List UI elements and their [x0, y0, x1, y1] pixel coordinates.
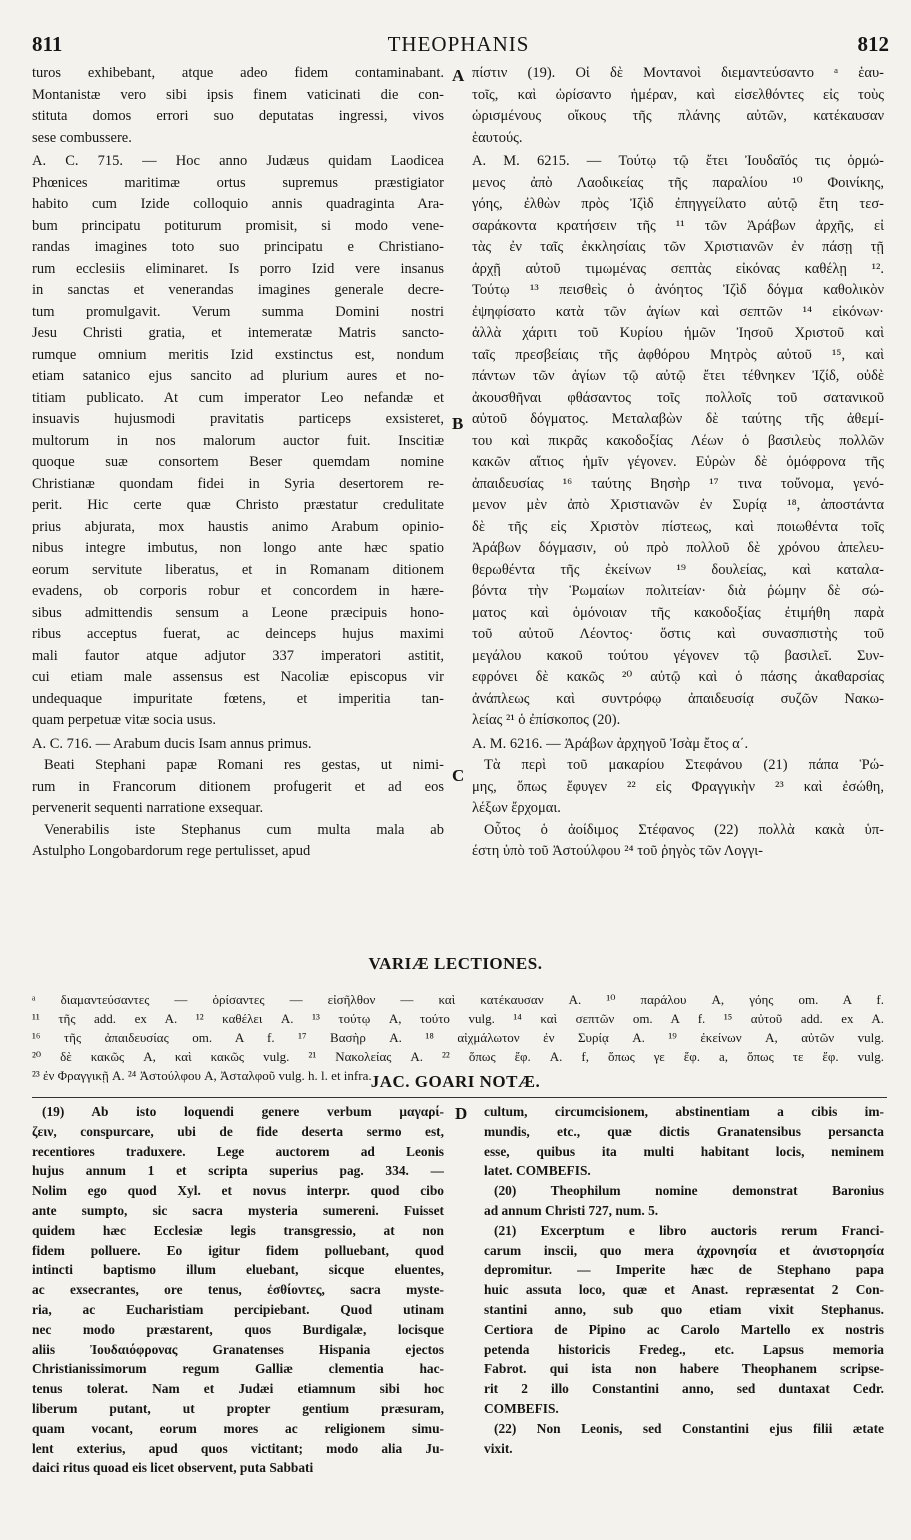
variant-reading-line: ¹⁶ τῆς ἀπαιδευσίας om. A f. ¹⁷ Βασὴρ A. ¹⁸ αἰχμάλωτον ἐν Συρίᾳ A. ¹⁹ ἐκείνων A, αὐτῶν vulg. [32, 1030, 884, 1045]
latin-text-line: eorum servitute liberatus, et in Romanam ditionem [32, 561, 444, 578]
latin-text-line: undequaque impuritate fœtens, et imperitia tan- [32, 690, 444, 707]
note-text-line: mundis, etc., quæ dictis Granatensibus persancta [484, 1123, 884, 1139]
note-text-line: huic assuta loco, quæ et Anast. repræsentat 2 Con- [484, 1282, 884, 1298]
greek-text-line: A. M. 6215. — Τούτῳ τῷ ἔτει Ἰουδαῖός τις ὁρμώ- [472, 153, 884, 169]
latin-text-line: titiam publicato. At cum imperator Leo nefandæ et [32, 389, 444, 406]
greek-text-line: έστη ὑπὸ τοῦ Ἀστούλφου ²⁴ τοῦ ῥηγὸς τῶν Λογγι- [472, 843, 764, 859]
note-text-line: intincti baptismo illum eluebant, sicque eluentes, [32, 1262, 444, 1278]
latin-text-line: Venerabilis iste Stephanus cum multa mala ab [44, 821, 444, 838]
greek-text-line: βόντα τὴν Ῥωμαίων πολιτείαν· διὰ ῥώμην δὲ σώ- [472, 583, 884, 599]
greek-text-line: πίστιν (19). Οἱ δὲ Μοντανοὶ διεμαντεύσαντο ᵃ ἑαυ- [472, 65, 884, 81]
note-text-line: quidem hæc Ecclesiæ legis transgressio, at non [32, 1222, 444, 1238]
note-text-line: rit 2 illo Constantini anno, sed duntaxat Cedr. [484, 1381, 884, 1397]
latin-text-line: quam perpetuæ vitæ socia usus. [32, 712, 217, 728]
latin-text-line: rumque omnium meritis Izid exstinctus est, nondum [32, 346, 444, 363]
notes-divider [32, 1097, 887, 1098]
note-text-line: ac exsecrantes, ore tenus, ἐσθίοντες, sacra myste- [32, 1282, 444, 1298]
variant-reading-line: ᵃ διαμαντεύσαντες — ὁρίσαντες — εἰσῆλθον — καὶ κατέκαυσαν A. ¹⁰ παράλου A, γόης om. A f. [32, 992, 884, 1007]
latin-text-line: evadens, ob corporis robur et concordem in hære- [32, 583, 444, 599]
note-text-line: (21) Excerptum e libro auctoris rerum Franci- [494, 1222, 884, 1238]
note-text-line: (19) Ab isto loquendi genere verbum μαγαρί- [42, 1104, 444, 1119]
greek-text-line: Τούτῳ ¹³ πεισθεὶς ὁ ἀνόητος Ἰζὶδ δόγμα καθολικὸν [472, 282, 884, 298]
latin-text-line: stituta domos errori suo deputatas ingressi, vivos [32, 108, 444, 124]
note-text-line: ante sumpto, sic sacra mysteria sumereni. Fuisset [32, 1202, 444, 1218]
greek-text-line: κακῶν αἴτιος ἡμῖν γέγονεν. Εὑρὼν δὲ ὁμόφρονα τῆς [472, 454, 884, 470]
greek-text-line: ὡρισμένους οἴκους τῆς πλάνης αὐτῶν, κατέκαυσαν [472, 108, 884, 124]
greek-text-line: σαράκοντα κρατήσειν τῆς ¹¹ τῶν Ἀράβων ἀρχῆς, εἰ [472, 217, 884, 234]
latin-text-line: A. C. 716. — Arabum ducis Isam annus primus. [32, 735, 312, 752]
page-number-left: 811 [32, 32, 63, 56]
latin-text-line: Montanistæ vero sibi ipsis finem vaticinati die con- [32, 86, 444, 103]
note-text-line: tenus tolerat. Nam et Judæi etiamnum sibi hoc [32, 1381, 444, 1397]
greek-text-line: πάντων τῶν ἁγίων τῷ αὐτῷ ἔτει τέθνηκεν Ἰζίδ, οὐδὲ [472, 368, 884, 384]
note-text-line: Fabrot. qui ista non habere Theophanem scripse- [484, 1361, 884, 1377]
latin-text-line: randas imagines toto suo principatu e Christiano- [32, 239, 444, 255]
variant-reading-line: ²⁰ δὲ κακῶς A, καὶ κακῶς vulg. ²¹ Νακολείας A. ²² ὅπως ἔφ. A. f, ὅπως γε ἔφ. a, ὅπως τε ἔφ. vulg. [32, 1049, 884, 1064]
greek-text-line: ἀρχῇ αὐτοῦ τιμωμένας σεπτὰς εἰκόνας καθέλῃ ¹². [472, 260, 884, 277]
latin-text-line: perit. Hic certe quæ Christo præstatur credulitate [32, 497, 444, 513]
latin-text-line: rum ecclesiis eliminaret. Is porro Izid vere insanus [32, 260, 444, 277]
notes-right-column [484, 1102, 884, 1532]
greek-text-line: εφρόνει δὲ κακῶς ²⁰ αὐτῷ καὶ ὁ πάσης ἀκαθαρσίας [472, 669, 884, 685]
note-text-line: COMBEFIS. [484, 1400, 559, 1416]
latin-text-line: Phœnices maritimæ ortus supremus præstigiator [32, 174, 444, 191]
note-text-line: vixit. [484, 1440, 513, 1456]
note-text-line: (20) Theophilum nomine demonstrat Baronius [494, 1183, 884, 1199]
page-number-right: 812 [857, 32, 889, 56]
latin-text-line: bum principatu potiturum promisit, si modo vene- [32, 217, 444, 234]
note-text-line: liberum putant, ut propter gentium præsuram, [32, 1400, 444, 1416]
margin-letter-a: A [452, 66, 465, 85]
latin-text-line: cui etiam male assensus est Nacoliæ episcopus vir [32, 669, 444, 685]
note-text-line: Nolim ego quod Xyl. et novus interpr. quod cibo [32, 1183, 444, 1199]
latin-text-line: rum in Francorum ditionem profugerit et ad eos [32, 778, 444, 795]
note-text-line: aliis Ἰουδαιόφρονας Granatenses Hispania ejectos [32, 1341, 444, 1357]
latin-text-line: nibus integre imbutus, non longo ante hæc spatio [32, 540, 444, 556]
variant-reading-line: ²³ ἐν Φραγγικῇ A. ²⁴ Ἀστούλφου A, Ἀσταλφοῦ vulg. h. l. et infra. [32, 1068, 372, 1083]
greek-text-line: αὐτοῦ δόγματος. Μεταλαβὼν δὲ ταύτης τῆς ἀθεμί- [472, 411, 884, 427]
note-text-line: stantini anno, sub quo etiam vixit Stephanus. [484, 1301, 884, 1317]
latin-text-line: Jesu Christi gratia, et intemeratæ Matris sancto- [32, 325, 444, 341]
margin-letter-b: B [452, 414, 464, 433]
greek-text-line: Οὗτος ὁ ἀοίδιμος Στέφανος (22) πολλὰ κακὰ ὑπ- [484, 821, 884, 838]
note-text-line: petenda historicis Fredeg., etc. Lapsus memoria [484, 1341, 884, 1357]
notes-left-column [32, 1102, 444, 1532]
greek-text-line: τοῦ αὐτοῦ Λέοντος· ὅστις καὶ συνασπιστὴς τοῦ [472, 626, 884, 642]
latin-text-line: pervenerit sequenti narratione exsequar. [32, 800, 264, 816]
greek-text-line: λείας ²¹ ὁ ἐπίσκοπος (20). [472, 712, 621, 728]
latin-text-line: multorum in nos malorum auctor fuit. Inscitiæ [32, 432, 444, 449]
note-text-line: hujus annum 1 et scripta superius pag. 334. — [32, 1163, 444, 1179]
note-text-line: esse, quibus ita multi habitant locis, neminem [484, 1143, 884, 1159]
note-text-line: ad annum Christi 727, num. 5. [484, 1202, 659, 1218]
greek-text-line: ἀπαιδευσίας ¹⁶ ταύτης Βησὴρ ¹⁷ τινα τοὔνομα, γενό- [472, 475, 884, 492]
greek-text-line: τὰς ἐν ταῖς ἐκκλησίαις τῶν Χριστιανῶν ἐν πάσῃ τῇ [472, 239, 884, 255]
greek-text-line: ἀκουσθῆναι φθάσαντος τοῖς πολλοῖς τοῦ σατανικοῦ [472, 389, 884, 406]
note-text-line: nec modo præstarent, quos Burdigalæ, locisque [32, 1321, 444, 1337]
greek-text-line: Τὰ περὶ τοῦ μακαρίου Στεφάνου (21) πάπα Ῥώ- [484, 757, 884, 773]
greek-text-line: ματος καὶ ὁμόνοιαν τῆς κακοδοξίας ἐτιμήθη παρὰ [472, 604, 884, 621]
note-text-line: lent exterius, apud quos victitant; modo alia Ju- [32, 1440, 444, 1456]
note-text-line: cultum, circumcisionem, abstinentiam a cibis im- [484, 1104, 884, 1119]
note-text-line: recentiores traduxere. Lege auctorem ad Leonis [32, 1143, 444, 1159]
greek-text-line: ἐψηφίσατο κατὰ τῶν ἁγίων καὶ σεπτῶν ¹⁴ εἰκόνων· [472, 303, 884, 320]
latin-text-line: Astulpho Longobardorum rege pertulisset, apud [32, 843, 311, 859]
margin-letter-c: C [452, 766, 465, 785]
running-title: THEOPHANIS [387, 32, 530, 56]
greek-text-line: μεγάλου κακοῦ τούτου γέγονεν τῷ βασιλεῖ. Συν- [472, 647, 884, 664]
latin-text-line: etiam satanico ejus sancito ad plurium aures et no- [32, 368, 444, 384]
latin-text-line: A. C. 715. — Hoc anno Judæus quidam Laodicea [32, 153, 444, 169]
note-text-line: latet. COMBEFIS. [484, 1163, 591, 1179]
greek-text-line: ἀλλὰ χάριτι τοῦ Κυρίου ἡμῶν Ἰησοῦ Χριστοῦ καὶ [472, 325, 884, 341]
latin-text-line: habito cum Izide colloquio annis quadraginta Ara- [32, 196, 444, 212]
latin-translation-column [32, 63, 444, 943]
greek-text-line: λέξων ἔρχομαι. [472, 800, 561, 816]
latin-text-line: tum promulgavit. Verum summa Domini nostri [32, 303, 444, 320]
latin-text-line: turos exhibebant, atque adeo fidem contaminabant. [32, 65, 444, 81]
note-text-line: ria, ac Eucharistiam percipiebant. Quod utinam [32, 1301, 444, 1317]
greek-text-line: γόης, ἐλθὼν πρὸς Ἰζὶδ ἐπηγγείλατο αὐτῷ ἔτη τεσ- [472, 196, 884, 212]
greek-text-line: του καὶ πικρᾶς κακοδοξίας Λέων ὁ βασιλεὺς πολλῶν [472, 432, 884, 449]
latin-text-line: mali fautor atque adjutor 337 imperatori astitit, [32, 647, 444, 664]
variant-readings [32, 990, 884, 1085]
greek-text-line: μενον μὲν ἀπὸ Χριστιανῶν ἐν Συρίᾳ ¹⁸, ἀποστάντα [472, 497, 884, 513]
greek-text-line: τοῖς, καὶ ὡρίσαντο ἡμέραν, καὶ εἰσελθόντες εἰς τοὺς [472, 86, 884, 103]
greek-text-line: ἀνάπλεως καὶ συντρόφῳ ἀπαιδευσίᾳ συζῶν Νακω- [472, 690, 884, 707]
greek-text-line: ταῖς πρεσβείαις τῆς ἀφθόρου Μητρὸς αὐτοῦ ¹⁵, καὶ [472, 346, 884, 363]
note-text-line: fidem polluere. Eo igitur fidem polluebant, quod [32, 1242, 444, 1258]
note-text-line: Christianissimorum regum Galliæ clementia hac- [32, 1361, 444, 1377]
greek-text-column [472, 63, 884, 943]
greek-text-line: μενος ἀπὸ Λαοδικείας τῆς παραλίου ¹⁰ Φοινίκης, [472, 174, 884, 191]
note-text-line: daici ritus quoad eis licet observent, puta Sabbati [32, 1460, 314, 1476]
latin-text-line: ribus acceptus fuerat, ac deinceps hujus maximi [32, 626, 444, 642]
greek-text-line: μης, ὅπως ἔφυγεν ²² εἰς Φραγγικὴν ²³ καὶ ἐσώθη, [472, 778, 884, 795]
note-text-line: Certiora de Pipino ac Carolo Martello ex nostris [484, 1321, 884, 1337]
latin-text-line: quoque suæ consortem Beser quemdam nomine [32, 454, 444, 470]
greek-text-line: δὲ τῆς εἰς Χριστὸν πίστεως, καὶ ποιωθέντα τοῖς [472, 518, 884, 535]
notae-heading: JAC. GOARI NOTÆ. [370, 1072, 541, 1091]
greek-text-line: Ἀράβων δόγμασιν, οὐ πρὸ πολλοῦ δὲ χρόνου ἀπελευ- [472, 540, 884, 556]
greek-text-line: ἑαυτούς. [472, 129, 523, 146]
running-header [28, 32, 889, 60]
latin-text-line: sese combussere. [32, 129, 132, 146]
variae-lectiones-heading: VARIÆ LECTIONES. [368, 954, 543, 973]
margin-letter-d: D [455, 1104, 468, 1123]
latin-text-line: prius abjurata, mox haustis animo Arabum opinio- [32, 518, 444, 535]
note-text-line: (22) Non Leonis, sed Constantini ejus filii ætate [494, 1420, 884, 1436]
latin-text-line: sibus admittendis sensum a Leone præcipuis hono- [32, 604, 444, 621]
greek-text-line: θερωθέντα τῆς ἐκείνων ¹⁹ δουλείας, καὶ καταλα- [472, 561, 884, 578]
latin-text-line: insuavis hujusmodi pravitatis particeps exsisteret, [32, 411, 444, 427]
note-text-line: depromitur. — Imperite hæc de Stephano papa [484, 1262, 884, 1278]
note-text-line: ζειν, conspurcare, ubi de fide deserta sermo est, [32, 1123, 444, 1139]
note-text-line: carum inscii, quo mera ἀχρονησία et ἀνιστορησία [484, 1242, 884, 1258]
latin-text-line: Christianæ quondam fidei in Syria desertorem re- [32, 475, 444, 492]
latin-text-line: in sanctas et venerandas imagines generale decre- [32, 282, 444, 298]
variant-reading-line: ¹¹ τῆς add. ex A. ¹² καθέλει A. ¹³ τούτῳ A, τούτο vulg. ¹⁴ καὶ σεπτῶν om. A f. ¹⁵ αὐτοῦ add. ex A. [32, 1011, 884, 1026]
latin-text-line: Beati Stephani papæ Romani res gestas, ut nimi- [44, 757, 444, 773]
note-text-line: quam vocant, eorum mores ac religionem simu- [32, 1420, 444, 1436]
greek-text-line: A. M. 6216. — Ἀράβων ἀρχηγοῦ Ἰσὰμ ἔτος α΄. [472, 735, 749, 752]
